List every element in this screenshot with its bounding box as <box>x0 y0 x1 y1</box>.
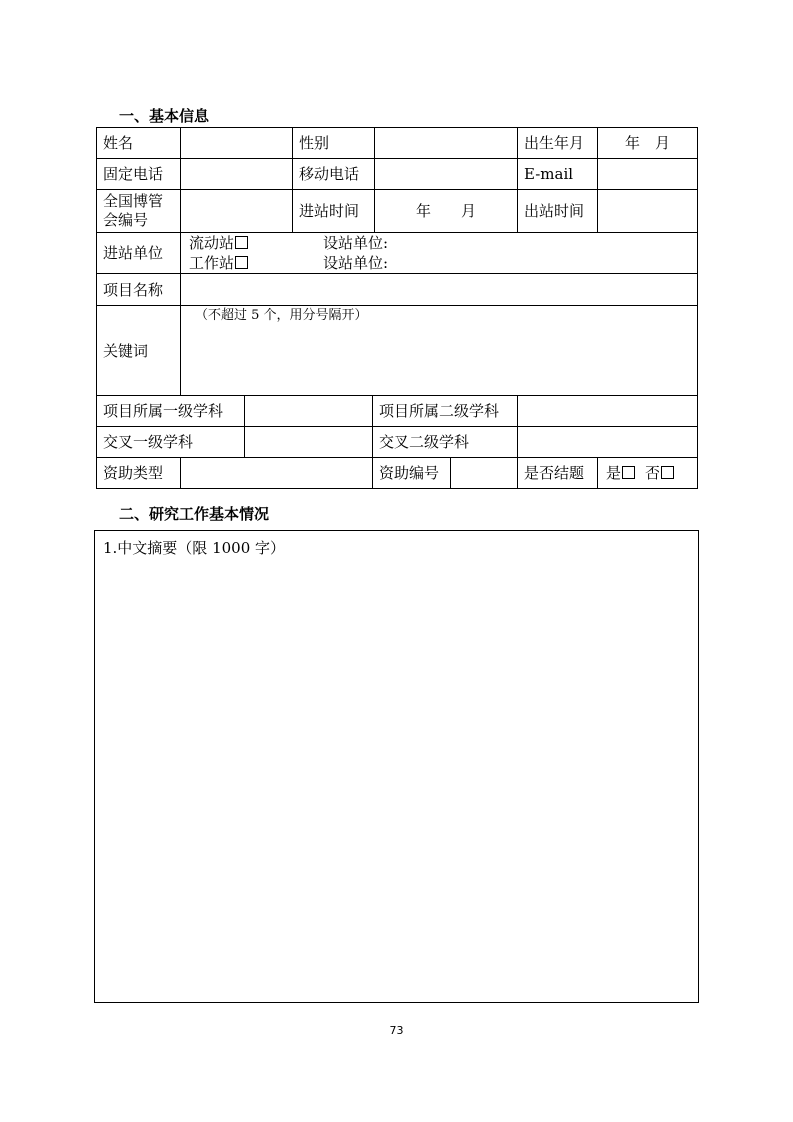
email-label <box>517 158 598 190</box>
gender-label <box>292 127 375 159</box>
primary-discipline-label <box>96 395 245 427</box>
cross-secondary-label-text: 交叉二级学科 <box>379 433 470 451</box>
funding-no-label <box>372 457 451 489</box>
phone-label <box>96 158 181 190</box>
name-label-text: 姓名 <box>103 134 134 152</box>
chinese-summary-label: 1.中文摘要（限 1000 字） <box>103 539 286 557</box>
work-station-option[interactable] <box>189 254 323 272</box>
page-number: 73 <box>389 1024 404 1037</box>
mobile-label <box>292 158 375 190</box>
section-title-basic-info: 一、基本信息 <box>119 107 210 125</box>
phone-label-text: 固定电话 <box>103 165 164 183</box>
concluded-options <box>597 457 698 489</box>
host-unit-label-1: 设站单位: <box>323 234 389 252</box>
funding-type-label <box>96 457 181 489</box>
work-station-row <box>189 253 388 273</box>
cross-secondary-label <box>372 426 518 458</box>
gender-label-text: 性别 <box>299 134 330 152</box>
funding-type-input[interactable] <box>180 457 373 489</box>
secondary-discipline-label <box>372 395 518 427</box>
entry-time-label-text: 进站时间 <box>299 202 360 220</box>
entry-unit-options <box>180 232 698 274</box>
primary-discipline-label-text: 项目所属一级学科 <box>103 402 224 420</box>
name-input[interactable] <box>180 127 293 159</box>
no-checkbox[interactable] <box>661 466 674 479</box>
work-station-checkbox[interactable] <box>235 256 248 269</box>
yes-option[interactable] <box>606 464 635 482</box>
national-no-label <box>96 189 181 233</box>
national-no-label-line1: 全国博管 <box>103 192 164 210</box>
entry-time-value-text: 年 月 <box>415 202 476 220</box>
gender-input[interactable] <box>374 127 518 159</box>
mobile-station-checkbox[interactable] <box>235 236 248 249</box>
mobile-station-row <box>189 233 388 253</box>
mobile-station-option[interactable] <box>189 234 323 252</box>
cross-secondary-input[interactable] <box>517 426 698 458</box>
section-title-research: 二、研究工作基本情况 <box>119 505 270 523</box>
birth-label-text: 出生年月 <box>524 134 585 152</box>
yes-option-text: 是 <box>606 464 622 482</box>
no-option[interactable] <box>645 464 674 482</box>
project-name-input[interactable] <box>180 273 698 306</box>
funding-no-input[interactable] <box>450 457 518 489</box>
entry-time-label <box>292 189 375 233</box>
chinese-summary-box[interactable] <box>94 530 699 1003</box>
national-no-label-line2: 会编号 <box>103 211 149 229</box>
entry-unit-label-text: 进站单位 <box>103 244 164 262</box>
phone-input[interactable] <box>180 158 293 190</box>
secondary-discipline-label-text: 项目所属二级学科 <box>379 402 500 420</box>
name-label <box>96 127 181 159</box>
entry-time-input[interactable] <box>374 189 518 233</box>
no-option-text: 否 <box>645 464 661 482</box>
national-no-input[interactable] <box>180 189 293 233</box>
email-input[interactable] <box>597 158 698 190</box>
keywords-hint: （不超过 5 个，用分号隔开） <box>195 308 368 323</box>
cross-primary-label-text: 交叉一级学科 <box>103 433 194 451</box>
birth-label <box>517 127 598 159</box>
concluded-label <box>517 457 598 489</box>
email-label-text: E-mail <box>524 165 574 183</box>
cross-primary-label <box>96 426 245 458</box>
mobile-label-text: 移动电话 <box>299 165 360 183</box>
cross-primary-input[interactable] <box>244 426 373 458</box>
funding-type-label-text: 资助类型 <box>103 464 164 482</box>
work-station-text: 工作站 <box>189 254 235 272</box>
exit-time-input[interactable] <box>597 189 698 233</box>
exit-time-label <box>517 189 598 233</box>
keywords-input[interactable] <box>180 305 698 396</box>
mobile-input[interactable] <box>374 158 518 190</box>
primary-discipline-input[interactable] <box>244 395 373 427</box>
project-name-label <box>96 273 181 306</box>
keywords-label <box>96 305 181 396</box>
birth-input[interactable] <box>597 127 698 159</box>
funding-no-label-text: 资助编号 <box>379 464 440 482</box>
exit-time-label-text: 出站时间 <box>524 202 585 220</box>
birth-value-text: 年 月 <box>624 134 670 152</box>
concluded-label-text: 是否结题 <box>524 464 585 482</box>
host-unit-label-2: 设站单位: <box>323 254 389 272</box>
mobile-station-text: 流动站 <box>189 234 235 252</box>
entry-unit-label <box>96 232 181 274</box>
project-name-label-text: 项目名称 <box>103 280 164 299</box>
keywords-label-text: 关键词 <box>103 341 149 360</box>
yes-checkbox[interactable] <box>622 466 635 479</box>
secondary-discipline-input[interactable] <box>517 395 698 427</box>
